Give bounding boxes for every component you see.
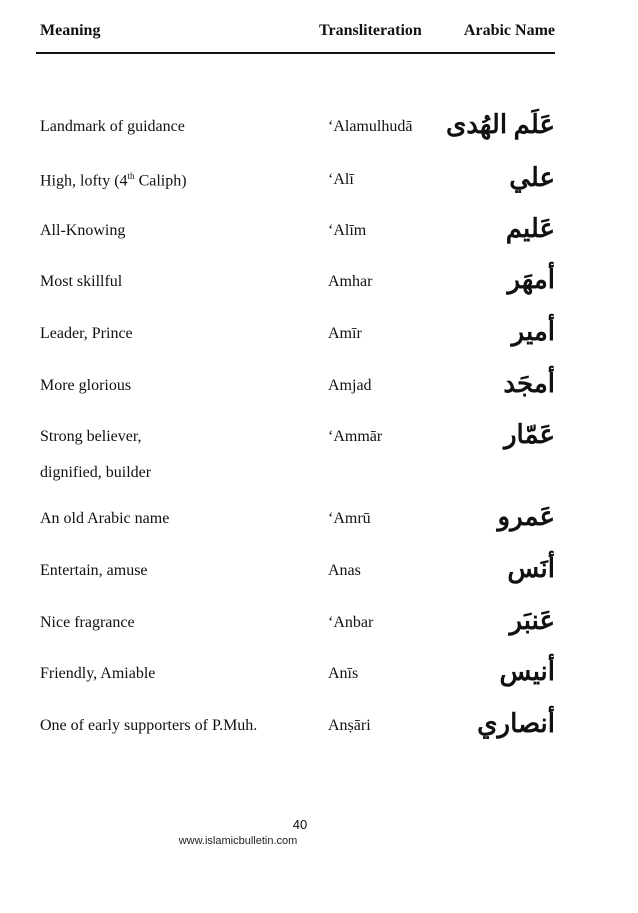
arabic-name-cell: عَلَم الهُدى <box>445 110 555 139</box>
transliteration-cell: Amjad <box>328 377 372 394</box>
arabic-name-cell: أنيس <box>499 657 555 686</box>
arabic-name-cell: عَمّار <box>503 420 555 449</box>
meaning-line-2: dignified, builder <box>40 464 152 481</box>
meaning-cell <box>40 171 187 190</box>
transliteration-cell: ‘Amrū <box>328 510 371 527</box>
arabic-name-cell: أمجَد <box>503 369 555 398</box>
meaning-superscript: th <box>127 171 135 181</box>
arabic-name-cell: عَنبَر <box>509 606 555 635</box>
meaning-cell: Landmark of guidance <box>40 118 185 135</box>
arabic-name-cell: عَمرو <box>497 502 555 531</box>
meaning-cell: Entertain, amuse <box>40 562 148 579</box>
meaning-cell: Most skillful <box>40 273 123 290</box>
transliteration-cell: Anas <box>328 562 361 579</box>
transliteration-cell: ‘Ammār <box>328 428 383 445</box>
meaning-cell <box>40 428 151 482</box>
meaning-cell: Nice fragrance <box>40 614 135 631</box>
meaning-cell: An old Arabic name <box>40 510 170 527</box>
arabic-name-cell: أنصاري <box>477 709 555 738</box>
transliteration-cell: ‘Alī <box>328 171 354 188</box>
arabic-name-cell: أنَس <box>507 554 555 583</box>
arabic-name-cell: عَليم <box>505 214 555 243</box>
arabic-name-cell: أمهَر <box>507 265 555 294</box>
meaning-cell: Leader, Prince <box>40 325 133 342</box>
footer-url: www.islamicbulletin.com <box>178 835 298 847</box>
table-header <box>40 22 555 46</box>
transliteration-cell: ‘Alīm <box>328 222 367 239</box>
meaning-cell: Friendly, Amiable <box>40 665 156 682</box>
transliteration-cell: Anṣāri <box>328 717 371 734</box>
transliteration-column-header: Transliteration <box>319 22 422 39</box>
transliteration-cell: Anīs <box>328 665 359 682</box>
arabic-name-cell: علي <box>509 163 555 192</box>
transliteration-cell: ‘Alamulhudā <box>328 118 413 135</box>
meaning-text-tail: Caliph) <box>134 172 187 190</box>
arabic-name-cell: أمير <box>511 317 555 346</box>
transliteration-cell: Amhar <box>328 273 373 290</box>
meaning-line-1: Strong believer, <box>40 428 142 445</box>
meaning-cell: All-Knowing <box>40 222 126 239</box>
header-divider <box>36 52 555 54</box>
page-number: 40 <box>292 817 308 832</box>
transliteration-cell: ‘Anbar <box>328 614 374 631</box>
arabic-name-column-header: Arabic Name <box>463 22 555 39</box>
meaning-text: High, lofty (4 <box>40 172 128 190</box>
meaning-cell: One of early supporters of P.Muh. <box>40 717 258 734</box>
transliteration-cell: Amīr <box>328 325 362 342</box>
meaning-cell: More glorious <box>40 377 132 394</box>
meaning-column-header: Meaning <box>40 22 101 39</box>
